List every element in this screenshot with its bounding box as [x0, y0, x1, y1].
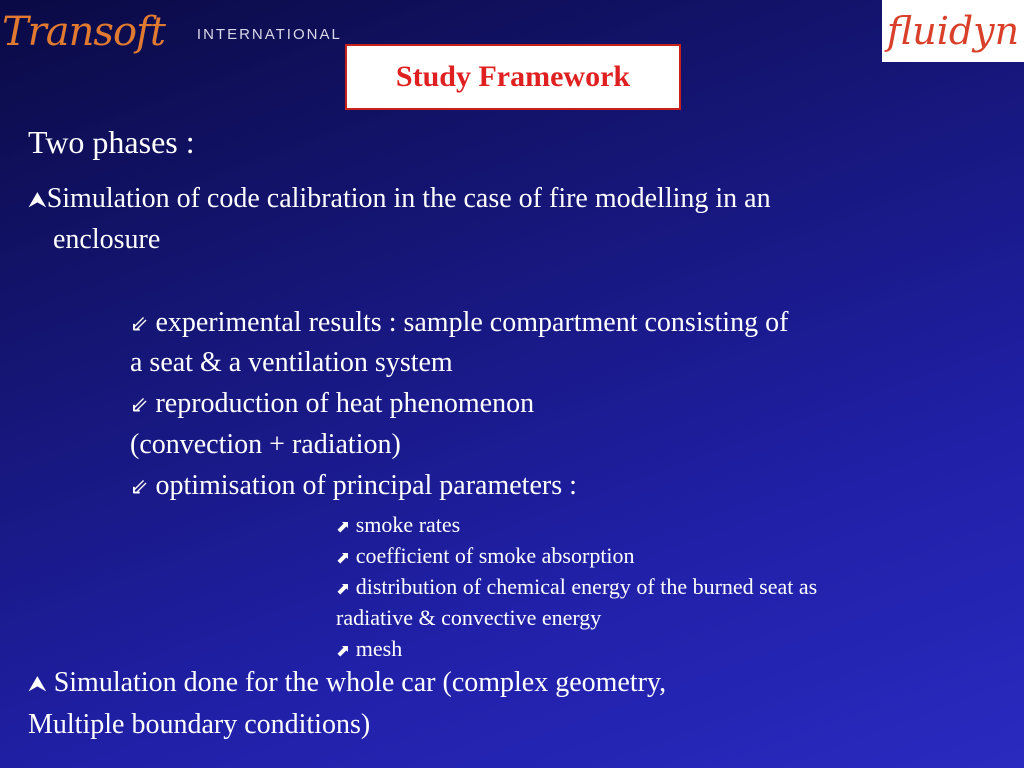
phase1-line2: enclosure: [53, 224, 161, 255]
parameter-text: coefficient of smoke absorption: [355, 543, 635, 568]
arrow-down-left-icon: ⇙: [130, 393, 149, 418]
slide-title-box: [345, 44, 681, 110]
parameter-item: [336, 633, 402, 667]
phase2-line2: Multiple boundary conditions): [28, 709, 371, 740]
arrow-down-left-icon: ⇙: [130, 475, 149, 500]
slide-title: Study Framework: [395, 60, 631, 93]
parameter-item: [336, 509, 460, 543]
phase2-line1: Simulation done for the whole car (complex geometry,: [53, 667, 667, 698]
phase1-item-2-line2: (convection + radiation): [130, 429, 401, 460]
parameter-text: distribution of chemical energy of the burned seat as: [355, 574, 818, 599]
transoft-logo: [2, 0, 342, 64]
caret-up-icon: ⮝: [28, 672, 47, 697]
arrow-up-right-icon: ⬈: [336, 517, 351, 537]
intro-text: Two phases :: [28, 124, 195, 160]
phase1-item-1: [130, 302, 788, 345]
fluidyn-logo: [882, 0, 1024, 62]
international-label: INTERNATIONAL: [196, 25, 342, 43]
parameter-text-continued: radiative & convective energy: [336, 605, 602, 630]
phase1-item-3: [130, 465, 577, 508]
phase1-item-1-line1: experimental results : sample compartment consisting of: [155, 307, 789, 338]
caret-up-icon: ⮝: [28, 188, 47, 213]
fluidyn-logo-text: fluidyn: [886, 9, 1020, 53]
phase1-line1: Simulation of code calibration in the case of fire modelling in an: [46, 183, 771, 214]
transoft-logo-text: Transoft: [2, 9, 165, 55]
phase1-item-2-line1: reproduction of heat phenomenon: [155, 388, 535, 419]
phase1-bullet: [28, 179, 771, 221]
phase1-item-3-line1: optimisation of principal parameters :: [155, 470, 577, 501]
phase1-item-2: [130, 383, 534, 426]
phase1-item-1-line2: a seat & a ventilation system: [130, 347, 453, 378]
arrow-down-left-icon: ⇙: [130, 312, 149, 337]
arrow-up-right-icon: ⬈: [336, 548, 351, 568]
parameter-item: [336, 540, 635, 574]
arrow-up-right-icon: ⬈: [336, 641, 351, 661]
phase2-bullet: [28, 663, 666, 705]
parameter-text: mesh: [355, 636, 403, 661]
parameter-text: smoke rates: [355, 512, 461, 537]
parameter-item: [336, 571, 817, 605]
arrow-up-right-icon: ⬈: [336, 579, 351, 599]
